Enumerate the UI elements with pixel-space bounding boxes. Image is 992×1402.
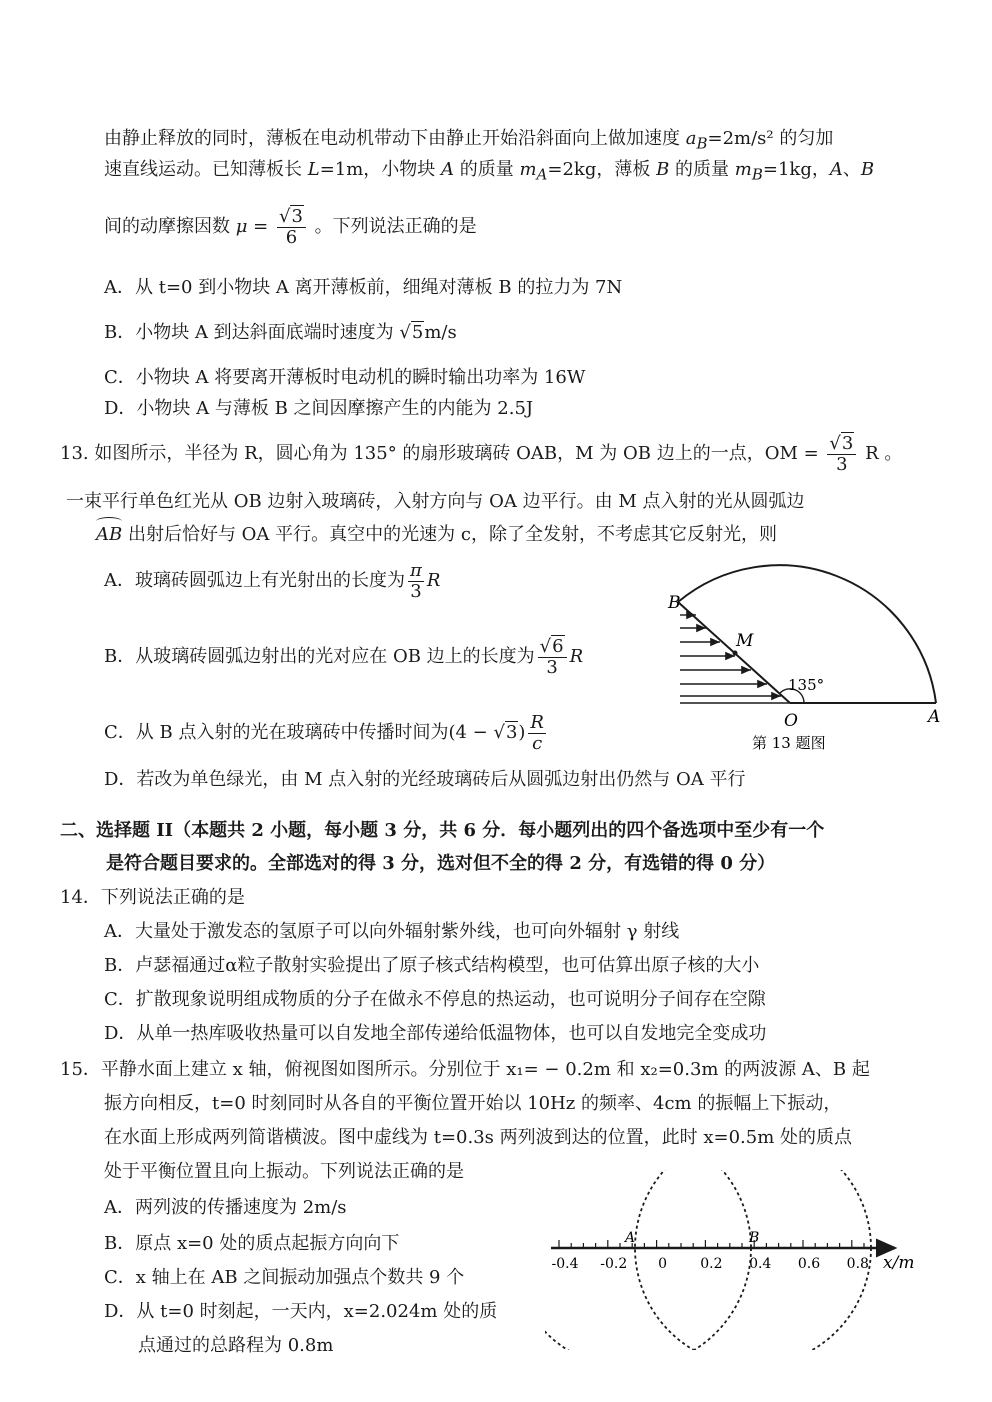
q12-option-c: C．小物块 A 将要离开薄板时电动机的瞬时输出功率为 16W: [104, 367, 586, 388]
x-axis-tick-labels: [552, 1256, 869, 1272]
x-tick-label: 0.2: [700, 1256, 723, 1272]
q15-stem-1: 15．平静水面上建立 x 轴，俯视图如图所示。分别位于 x₁= − 0.2m 和 x₂=0.3m 的两波源 A、B 起: [60, 1059, 870, 1080]
x-tick-label: 0.6: [797, 1256, 821, 1272]
q12-line-3: 间的动摩擦因数 μ = $\frac{√3}{6}$ 。下列说法正确的是: [104, 205, 477, 248]
x-tick-label: 0.8: [846, 1256, 869, 1272]
q13-option-b: B．从玻璃砖圆弧边射出的光对应在 OB 边上的长度为 $\frac{√6}{3}$ R: [104, 635, 584, 678]
q15-stem-3: 在水面上形成两列简谐横波。图中虚线为 t=0.3s 两列波到达的位置，此时 x=0.5m 处的质点: [104, 1127, 852, 1148]
q13-stem-1: 13. 如图所示，半径为 R，圆心角为 135° 的扇形玻璃砖 OAB，M 为 OB 边上的一点，OM = $\frac{√3}{3}$ R 。: [60, 432, 903, 475]
q15-option-c: C．x 轴上在 AB 之间振动加强点个数共 9 个: [104, 1267, 465, 1288]
label-source-a: A: [625, 1230, 636, 1246]
label-source-b: B: [749, 1230, 760, 1246]
q15-stem-4: 处于平衡位置且向上振动。下列说法正确的是: [104, 1161, 464, 1182]
label-angle: 135°: [788, 676, 825, 694]
x-tick-label: -0.2: [600, 1256, 628, 1272]
q15-option-a: A．两列波的传播速度为 2m/s: [104, 1197, 347, 1218]
label-o: O: [784, 711, 798, 731]
q12-option-a: A．从 t=0 到小物块 A 离开薄板前，细绳对薄板 B 的拉力为 7N: [104, 277, 623, 298]
x-tick-label: 0: [658, 1256, 668, 1272]
x-tick-label: -0.4: [551, 1256, 579, 1272]
q12-line-1: 由静止释放的同时，薄板在电动机带动下由静止开始沿斜面向上做加速度 $a_B=2m/s^2$ 的匀加: [104, 128, 834, 153]
axis-label-x: x/m: [883, 1253, 915, 1273]
q15-stem-2: 振方向相反，t=0 时刻同时从各自的平衡位置开始以 10Hz 的频率、4cm 的振幅上下振动，: [104, 1093, 842, 1114]
mu-fraction: $\frac{√3}{6}$: [277, 207, 306, 248]
label-m: M: [736, 631, 754, 651]
om-fraction: $\frac{√3}{3}$: [827, 434, 856, 475]
q13-figure: [660, 560, 960, 760]
q13-stem-2: 一束平行单色红光从 OB 边射入玻璃砖，入射方向与 OA 边平行。由 M 点入射的光从圆弧边: [66, 491, 805, 512]
q14-option-c: C．扩散现象说明组成物质的分子在做永不停息的热运动，也可说明分子间存在空隙: [104, 989, 766, 1010]
q15-option-b: B．原点 x=0 处的质点起振方向向下: [104, 1233, 400, 1254]
point-m: [733, 651, 738, 656]
q14-option-d: D．从单一热库吸收热量可以自发地全部传递给低温物体，也可以自发地完全变成功: [104, 1023, 767, 1044]
section2-line-1: 二、选择题 II（本题共 2 小题，每小题 3 分，共 6 分．每小题列出的四个备选项中至少有一个: [60, 820, 825, 841]
q13-stem-3: AB 出射后恰好与 OA 平行。真空中的光速为 c，除了全发射，不考虑其它反射光，则: [96, 524, 777, 545]
label-b: B: [668, 593, 681, 613]
label-a: A: [928, 707, 941, 727]
q15-figure: [545, 1170, 935, 1350]
q12-option-d: D．小物块 A 与薄板 B 之间因摩擦产生的内能为 2.5J: [104, 398, 534, 419]
incident-rays: [680, 615, 781, 696]
q14-option-b: B．卢瑟福通过α粒子散射实验提出了原子核式结构模型，也可估算出原子核的大小: [104, 955, 760, 976]
q14-stem: 14．下列说法正确的是: [60, 887, 245, 908]
q12-option-b: B．小物块 A 到达斜面底端时速度为 √5m/s: [104, 322, 457, 343]
section2-line-2: 是符合题目要求的。全部选对的得 3 分，选对但不全的得 2 分，有选错的得 0 分）: [106, 853, 776, 874]
q13-option-c: C．从 B 点入射的光在玻璃砖中传播时间为(4 − √3) $\frac{R}{c}$: [104, 711, 544, 754]
q13-option-a: A．玻璃砖圆弧边上有光射出的长度为 $\frac{\pi}{3}$ R: [104, 559, 441, 602]
figure-caption: 第 13 题图: [752, 734, 826, 752]
x-tick-label: 0.4: [749, 1256, 772, 1272]
q13-option-d: D．若改为单色绿光，由 M 点入射的光经玻璃砖后从圆弧边射出仍然与 OA 平行: [104, 769, 746, 790]
q12-line-2: 速直线运动。已知薄板长 L=1m，小物块 A 的质量 $m_A=2kg$，薄板 B 的质量 $m_B=1kg$，A、B: [104, 159, 875, 184]
q15-option-d-2: 点通过的总路程为 0.8m: [138, 1335, 334, 1356]
q14-option-a: A．大量处于激发态的氢原子可以向外辐射紫外线，也可向外辐射 γ 射线: [104, 921, 680, 942]
q15-option-d-1: D．从 t=0 时刻起，一天内，x=2.024m 处的质: [104, 1301, 498, 1322]
